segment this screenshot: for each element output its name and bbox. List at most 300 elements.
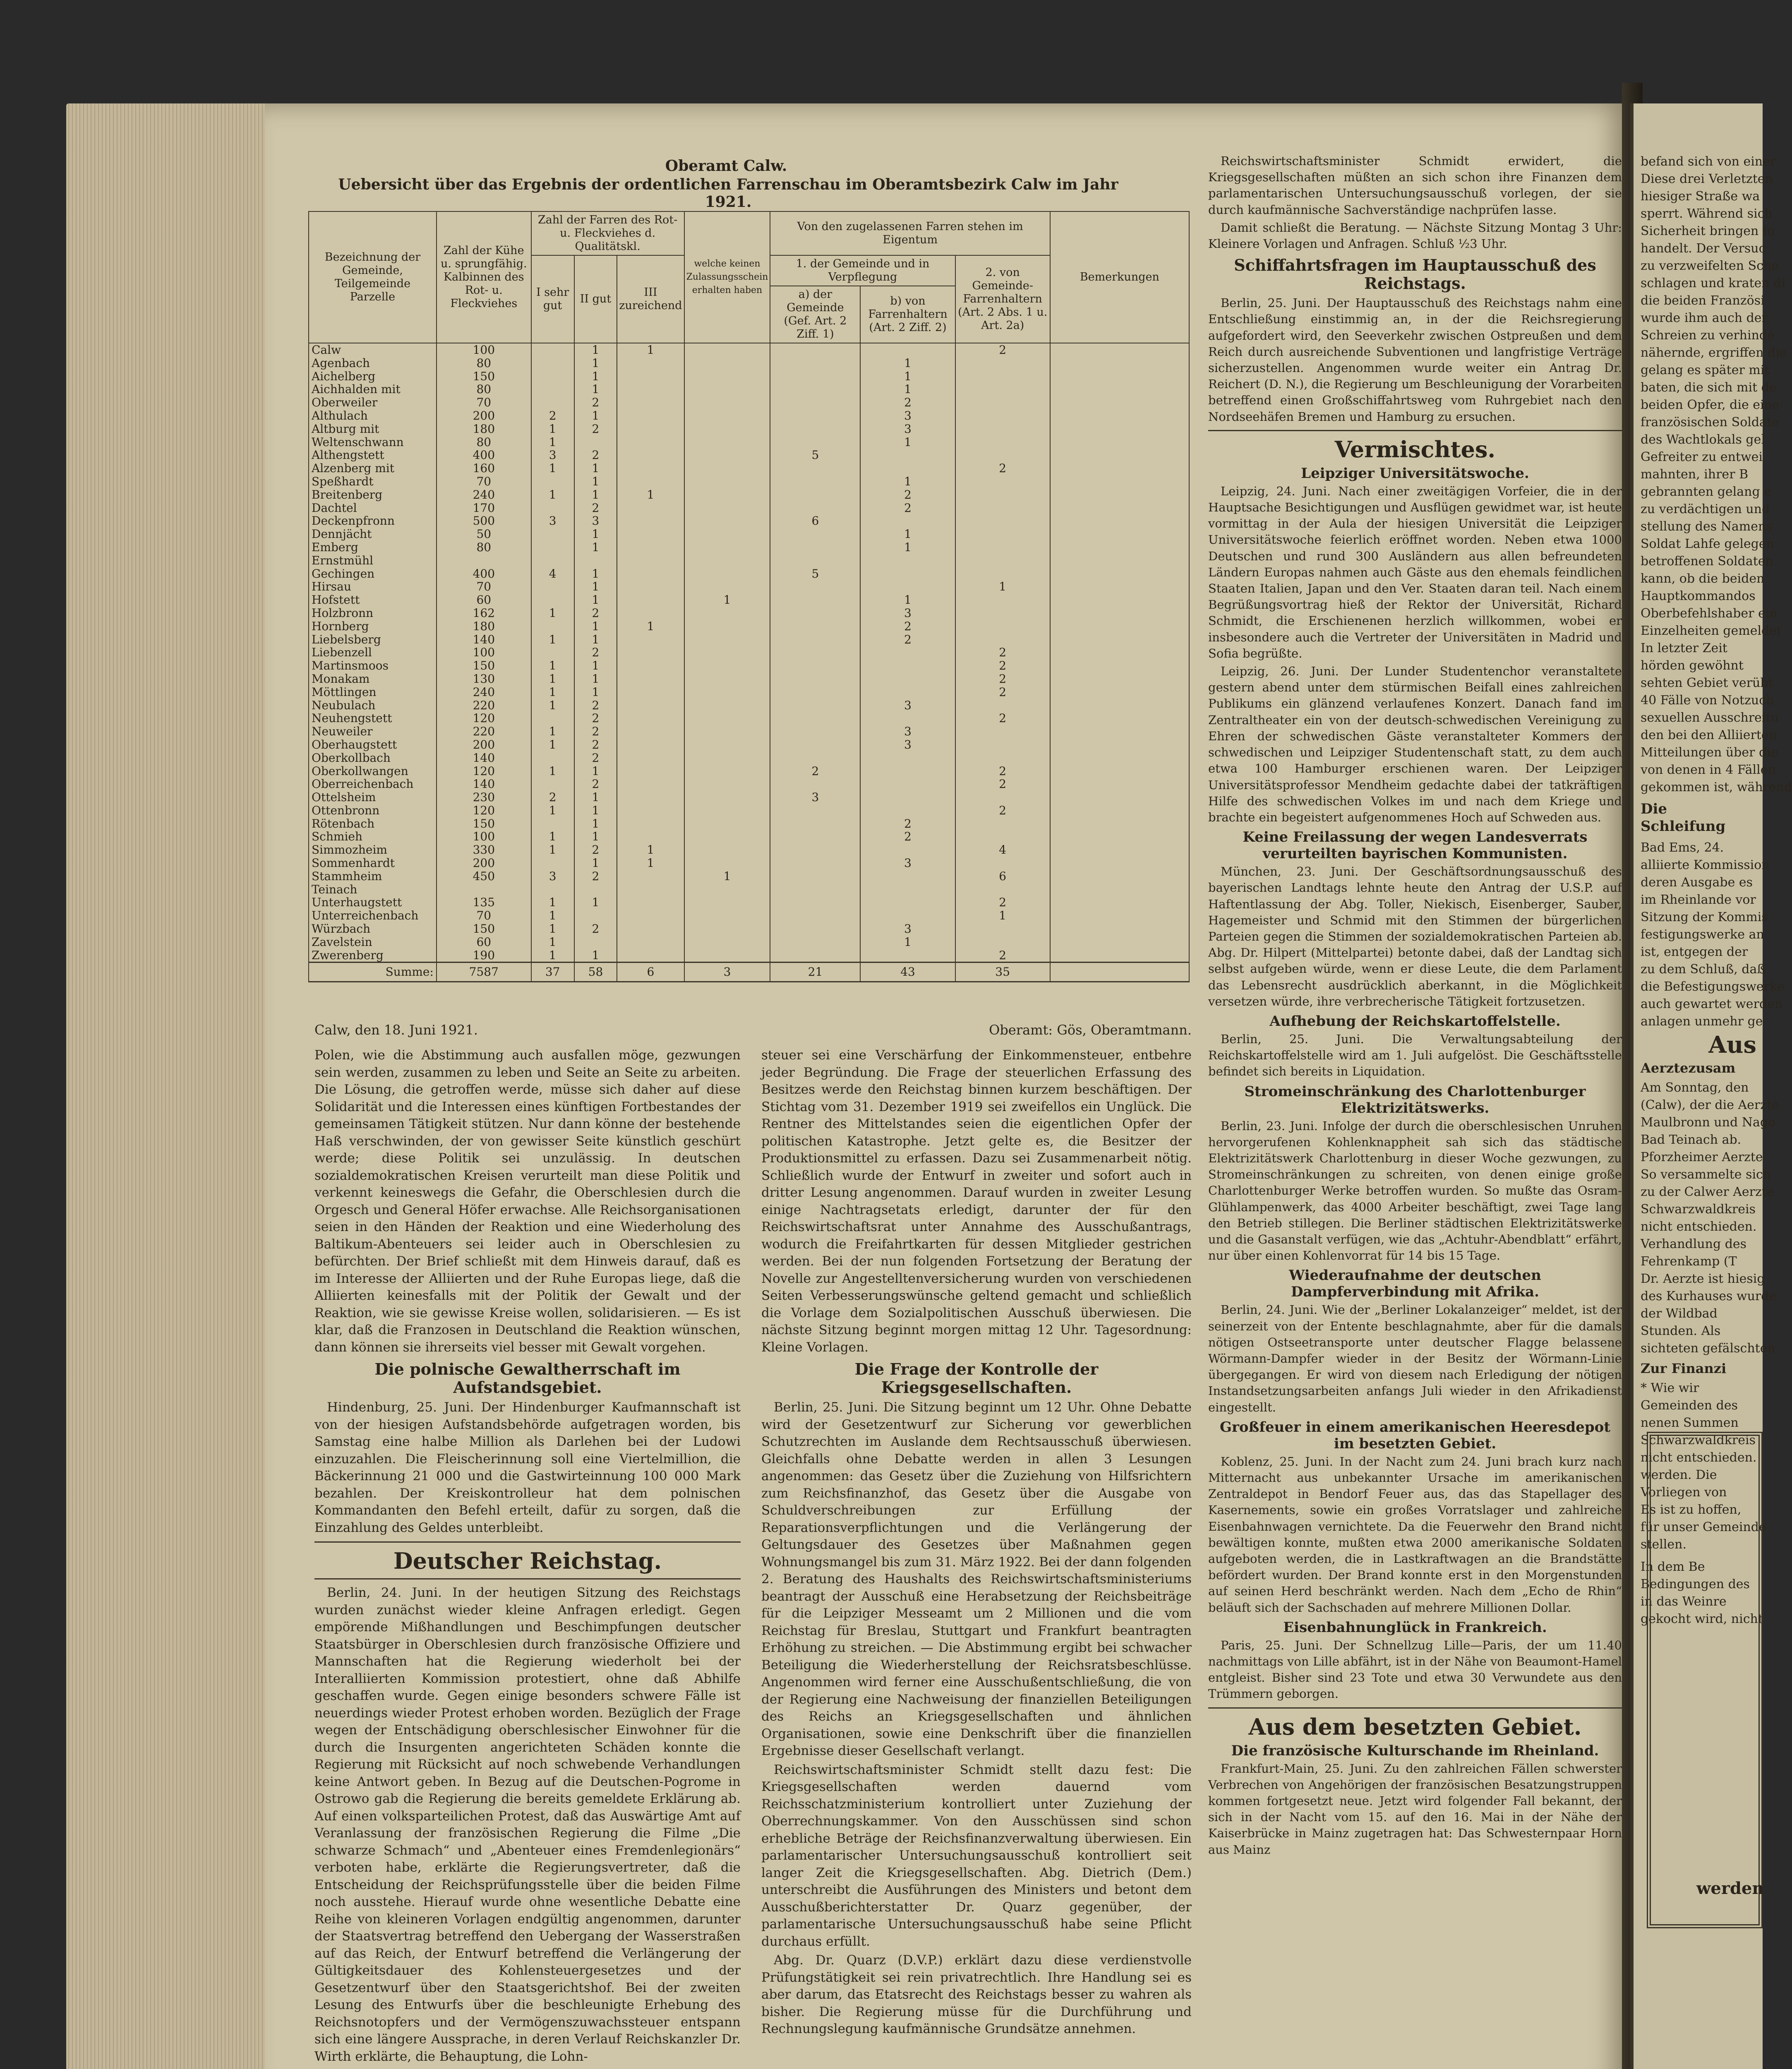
table-cell — [617, 449, 684, 462]
table-row — [309, 593, 1189, 607]
table-cell: 2 — [860, 396, 955, 409]
table-cell: 1 — [574, 765, 617, 778]
column-2 — [761, 1047, 1192, 2040]
cell-gemeinde: Hirsau — [309, 580, 437, 593]
table-cell — [684, 857, 770, 870]
table-cell — [684, 607, 770, 620]
headline-besetztes-gebiet: Aus dem besetzten Gebiet. — [1248, 1713, 1582, 1740]
table-cell: 1 — [860, 370, 955, 383]
table-row — [309, 633, 1189, 646]
sum-cell: 3 — [684, 962, 770, 982]
table-row — [309, 488, 1189, 502]
adjacent-line: Fehrenkamp (T — [1641, 1254, 1737, 1269]
table-cell — [955, 751, 1050, 765]
cell-bemerkungen — [1050, 409, 1189, 422]
table-cell — [955, 396, 1050, 409]
table-cell — [770, 738, 860, 751]
table-cell — [860, 896, 955, 909]
table-cell — [684, 370, 770, 383]
article-paragraph: Berlin, 25. Juni. Die Sitzung beginnt um 12 Uhr. Ohne Debatte wird der Gesetzentwurf zur Sicherung vor gewerblichen Schutzrechten im Auslande dem Rechtsausschuß überwiesen. Gleichfalls ohne Debatte werden in allen 3 Lesungen angenommen: das Gesetz über die Zuziehung von Hilfsrichtern zum Reichsfinanzhof, das Gesetz über die Ausgabe von Schuldverschreibungen zur Erfüllung der Reparationsverpflichtungen und die Verlängerung der Geltungsdauer des Gesetzes über Maßnahmen gegen Wohnungsmangel bis zum 31. März 1922. Bei der dann folgenden 2. Beratung des Haushalts des Reichswirtschaftsministeriums beantragt der Ausschuß eine Herabsetzung der Reichsbeiträge für die Leipziger Messeamt um 2 Millionen und die vom Reichstag für Breslau, Stuttgart und Frankfurt beantragten Erhöhung zu streichen. — Die Abstimmung ergibt bei schwacher Beteiligung die Wiederherstellung der Reichsratsbeschlüsse. Angenommen wird ferner eine Ausschußentschließung, die von der Regierung eine Nachweisung der finanziellen Beteiligungen des Reichs an Kriegsgesellschaften und ähnlichen Organisationen, sowie eine Denkschrift über die finanziellen Ergebnisse dieser Gesellschaft verlangt. — [761, 1400, 1192, 1758]
table-cell — [684, 514, 770, 528]
table-cell — [531, 883, 574, 896]
table-row — [309, 765, 1189, 778]
adjacent-line: von denen in 4 Fällen — [1641, 763, 1776, 777]
table-row — [309, 541, 1189, 554]
table-cell: 1 — [617, 620, 684, 633]
table-cell: 2 — [574, 646, 617, 659]
cell-bemerkungen — [1050, 620, 1189, 633]
table-cell: 1 — [574, 383, 617, 396]
adjacent-line: Einzelheiten gemeldet — [1641, 624, 1782, 638]
table-cell — [617, 462, 684, 475]
table-cell — [955, 502, 1050, 515]
table-cell — [770, 909, 860, 922]
article-paragraph: Reichswirtschaftsminister Schmidt erwidert, die Kriegsgesellschaften müßten an sich schon ihre Finanzen dem parlamentarischen Untersuchungsausschuß vorlegen, der sie durch kaufmännische Sachverständige nachprüfen lasse. — [1208, 154, 1622, 217]
table-cell: 1 — [684, 593, 770, 607]
table-cell: 1 — [860, 383, 955, 396]
table-cell — [955, 791, 1050, 804]
table-cell — [860, 646, 955, 659]
table-cell: 220 — [437, 725, 531, 738]
table-cell: 220 — [437, 699, 531, 712]
adjacent-line: Bedingungen des — [1641, 1577, 1750, 1591]
adjacent-line: Sicherheit bringen fo — [1641, 224, 1775, 238]
table-cell: 2 — [574, 712, 617, 725]
table-cell — [617, 554, 684, 567]
table-cell: 2 — [860, 502, 955, 515]
cell-bemerkungen — [1050, 343, 1189, 357]
table-cell: 3 — [770, 791, 860, 804]
article-paragraph: Berlin, 23. Juni. Infolge der durch die oberschlesischen Unruhen hervorgerufenen Kohlenknappheit sah sich das städtische Elektrizitätswerk Charlottenburg in dieser Woche gezwungen, zu Stromeinschränkungen zu schreiten, von denen einige große Charlottenburger Werke betroffen wurden. So mußte das Osram-Glühlampenwerk, das 4000 Arbeiter beschäftigt, zwei Tage lang den Betrieb stillegen. Die Berliner städtischen Elektrizitätswerke und die Gasanstalt verfügen, wie das „Achtuhr-Abendblatt“ erfährt, nur über einen Kohlenvorrat für 14 bis 15 Tage. — [1208, 1119, 1622, 1263]
table-cell — [684, 449, 770, 462]
table-cell — [684, 843, 770, 857]
cell-bemerkungen — [1050, 528, 1189, 541]
table-cell — [955, 738, 1050, 751]
table-cell: 1 — [531, 922, 574, 936]
table-cell — [770, 370, 860, 383]
table-cell: 60 — [437, 593, 531, 607]
table-row — [309, 449, 1189, 462]
cell-bemerkungen — [1050, 936, 1189, 949]
table-cell — [531, 857, 574, 870]
table-cell: 60 — [437, 936, 531, 949]
table-cell — [684, 462, 770, 475]
cell-gemeinde: Neubulach — [309, 699, 437, 712]
table-cell — [531, 712, 574, 725]
table-cell — [770, 843, 860, 857]
adjacent-line: ist, entgegen der — [1641, 945, 1748, 959]
adjacent-line: französischen Soldate — [1641, 415, 1779, 430]
table-cell: 2 — [955, 712, 1050, 725]
table-cell: 1 — [860, 541, 955, 554]
cell-gemeinde: Holzbronn — [309, 607, 437, 620]
table-cell: 2 — [574, 922, 617, 936]
table-cell: 3 — [860, 725, 955, 738]
table-cell — [531, 580, 574, 593]
cell-gemeinde: Agenbach — [309, 357, 437, 370]
table-cell: 2 — [574, 738, 617, 751]
table-cell — [770, 462, 860, 475]
table-cell — [574, 909, 617, 922]
cell-bemerkungen — [1050, 580, 1189, 593]
table-cell: 4 — [955, 843, 1050, 857]
table-cell: 140 — [437, 778, 531, 791]
table-cell: 230 — [437, 791, 531, 804]
table-cell: 330 — [437, 843, 531, 857]
table-cell — [860, 804, 955, 817]
cell-bemerkungen — [1050, 567, 1189, 581]
cell-bemerkungen — [1050, 857, 1189, 870]
table-cell: 80 — [437, 357, 531, 370]
table-cell — [437, 883, 531, 896]
table-cell — [860, 712, 955, 725]
table-cell — [684, 765, 770, 778]
table-cell: 1 — [574, 343, 617, 357]
table-cell — [860, 554, 955, 567]
cell-gemeinde: Alzenberg mit — [309, 462, 437, 475]
table-row — [309, 528, 1189, 541]
table-cell — [684, 949, 770, 962]
headline-vermischtes: Vermischtes. — [1334, 436, 1496, 463]
table-cell: 400 — [437, 449, 531, 462]
table-row — [309, 409, 1189, 422]
headline-polen: Die polnische Gewaltherrschaft im Aufstandsgebiet. — [374, 1360, 681, 1397]
cell-bemerkungen — [1050, 778, 1189, 791]
article-paragraph: Frankfurt-Main, 25. Juni. Zu den zahlreichen Fällen schwerster Verbrechen von Angehörigen der französischen Besatzungstruppen kommen fortgesetzt neue. Jetzt wird folgender Fall bekannt, der sich in der Nacht vom 15. auf den 16. Mai in der Nähe der Kaiserbrücke in Mainz zugetragen hat: Das Schwesternpaar Horn aus Mainz — [1208, 1761, 1622, 1857]
table-cell: 2 — [860, 488, 955, 502]
table-cell — [684, 422, 770, 436]
headline-reichstag: Deutscher Reichstag. — [393, 1548, 662, 1574]
table-cell: 1 — [531, 843, 574, 857]
table-cell: 3 — [531, 870, 574, 883]
table-cell: 3 — [860, 738, 955, 751]
table-cell — [531, 817, 574, 830]
table-cell: 240 — [437, 488, 531, 502]
article-paragraph: Hindenburg, 25. Juni. Der Hindenburger Kaufmannschaft ist von der hiesigen Aufstandsbehörde aufgetragen worden, bis Samstag eine halbe Million als Darlehen bei der Ludowi einzuzahlen. Die Fleischerinnung soll eine Viertelmillion, die Bäckerinnung 21 000 und die Gastwirteinnung 100 000 Mark bezahlen. Der Kreiskontrolleur hat dem polnischen Kommandanten den Befehl erteilt, dafür zu sorgen, daß die Einzahlung des Geldes unterbleibt. — [314, 1400, 741, 1535]
divider — [314, 1578, 741, 1579]
th-zugelassen: Von den zugelassenen Farren stehen im Eigentum — [770, 211, 1050, 255]
table-cell: 140 — [437, 633, 531, 646]
table-cell: 1 — [574, 896, 617, 909]
table-cell — [955, 514, 1050, 528]
divider — [1208, 1707, 1622, 1709]
headline-freilassung: Keine Freilassung der wegen Landesverrats verurteilten bayrischen Kommunisten. — [1243, 829, 1588, 862]
cell-bemerkungen — [1050, 830, 1189, 843]
adjacent-line: Sitzung der Kommis — [1641, 910, 1768, 924]
cell-bemerkungen — [1050, 817, 1189, 830]
table-cell: 1 — [860, 593, 955, 607]
table-cell: 1 — [531, 909, 574, 922]
table-cell — [531, 541, 574, 554]
sum-cell: 7587 — [437, 962, 531, 982]
adjacent-line: in das Weinre — [1641, 1594, 1727, 1609]
table-cell — [617, 699, 684, 712]
cell-gemeinde: Hornberg — [309, 620, 437, 633]
table-cell: 190 — [437, 949, 531, 962]
adjacent-line: gelang es später mit — [1641, 363, 1770, 377]
table-cell: 150 — [437, 922, 531, 936]
table-cell: 70 — [437, 909, 531, 922]
table-cell — [684, 541, 770, 554]
table-cell — [684, 699, 770, 712]
table-cell: 1 — [574, 949, 617, 962]
cell-bemerkungen — [1050, 502, 1189, 515]
cell-gemeinde: Emberg — [309, 541, 437, 554]
table-cell — [617, 514, 684, 528]
table-cell: 1 — [574, 462, 617, 475]
table-cell — [955, 633, 1050, 646]
table-cell — [684, 567, 770, 581]
table-cell: 1 — [574, 686, 617, 699]
table-cell — [860, 462, 955, 475]
table-cell: 1 — [617, 843, 684, 857]
table-cell: 180 — [437, 620, 531, 633]
table-cell: 2 — [860, 620, 955, 633]
adjacent-line: kann, ob die beiden — [1641, 571, 1765, 586]
adjacent-line: Dr. Aerzte ist hiesig — [1641, 1272, 1765, 1286]
adjacent-line: nicht entschieden. — [1641, 1219, 1757, 1234]
table-row — [309, 422, 1189, 436]
sum-cell: 37 — [531, 962, 574, 982]
table-cell: 1 — [574, 580, 617, 593]
cell-gemeinde: Altburg mit — [309, 422, 437, 436]
adjacent-line: wurde ihm auch der — [1641, 311, 1768, 325]
th-gem-group: 1. der Gemeinde und in Verpflegung — [770, 255, 955, 286]
adjacent-line: Gemeinden des — [1641, 1398, 1738, 1413]
table-cell: 1 — [860, 528, 955, 541]
table-cell: 500 — [437, 514, 531, 528]
table-cell — [955, 725, 1050, 738]
cell-bemerkungen — [1050, 357, 1189, 370]
cell-bemerkungen — [1050, 633, 1189, 646]
table-cell: 1 — [531, 936, 574, 949]
table-row — [309, 475, 1189, 488]
table-cell — [617, 751, 684, 765]
article-paragraph: Koblenz, 25. Juni. In der Nacht zum 24. Juni brach kurz nach Mitternacht aus unbekannter Ursache im amerikanischen Zentraldepot in Bendorf Feuer aus, das das Stapellager des Kasernements, sowie ein großes Vorratslager und zahlreiche Eisenbahnwagen vernichtete. Da die Feuerwehr den Brand nicht bewältigen konnte, mußten etwa 2000 amerikanische Soldaten aufgeboten werden, die in Lastkraftwagen an die Brandstätte befördert wurden. Der Brand konnte erst in den Morgenstunden auf seinen Herd beschränkt werden. Nach dem „Echo de Rhin“ beläuft sich der Sachschaden auf mehrere Millionen Dollar. — [1208, 1454, 1622, 1615]
cell-bemerkungen — [1050, 672, 1189, 686]
cell-bemerkungen — [1050, 462, 1189, 475]
cell-gemeinde: Möttlingen — [309, 686, 437, 699]
cell-gemeinde: Speßhardt — [309, 475, 437, 488]
adjacent-line: In letzter Zeit — [1641, 641, 1727, 655]
table-cell — [617, 436, 684, 449]
table-cell: 1 — [574, 672, 617, 686]
table-body — [309, 343, 1189, 982]
table-cell: 2 — [955, 646, 1050, 659]
table-cell — [684, 396, 770, 409]
sum-row — [309, 962, 1189, 982]
table-row — [309, 462, 1189, 475]
adjacent-line: Bad Ems, 24. — [1641, 840, 1724, 855]
adjacent-line: So versammelte sich — [1641, 1167, 1771, 1182]
th-gemeinde: Bezeichnung der Gemeinde, Teilgemeinde Parzelle — [309, 211, 437, 343]
sum-label: Summe: — [309, 962, 437, 982]
table-cell — [770, 383, 860, 396]
table-cell — [684, 712, 770, 725]
cell-gemeinde: Breitenberg — [309, 488, 437, 502]
adjacent-line: der Wildbad — [1641, 1306, 1718, 1321]
table-cell — [617, 409, 684, 422]
table-cell — [770, 528, 860, 541]
table-cell — [617, 475, 684, 488]
table-cell — [955, 409, 1050, 422]
table-cell: 1 — [617, 488, 684, 502]
th-farren-group: Zahl der Farren des Rot- u. Fleckviehes d. Qualitätskl. — [531, 211, 684, 255]
article-paragraph: Leipzig, 26. Juni. Der Lunder Studentenchor veranstaltete gestern abend unter dem stürmischen Beifall eines zahlreichen Publikums ein glänzend verlaufenes Konzert. Danach fand im Zentraltheater ein von der deutsch-schwedischen Vereinigung zu Ehren der schwedischen Gäste veranstalteter Kommers der schwedischen und Leipziger Studentenschaft statt, zu dem auch etwa 100 Hamburger erschienen waren. Der Leipziger Universitätsprofessor Mendheim gedachte dabei der tatkräftigen Hilfe des schwedischen Volkes im und nach dem Kriege und brachte ein begeistert aufgenommenes Hoch auf Schweden aus. — [1208, 664, 1622, 824]
article-paragraph: Leipzig, 24. Juni. Nach einer zweitägigen Vorfeier, die in der Hauptsache Besichtigungen und Ausflügen gewidmet war, ist heute vormittag in der Aula der hiesigen Universität die Leipziger Universitätswoche feierlich eröffnet worden. Neben etwa 1000 Deutschen und rund 300 Ausländern aus allen befreundeten Ländern Europas nahmen auch Gäste aus den ehemals feindlichen Staaten Italien, Japan und den Ver. Staaten daran teil. Nach einem Begrüßungsvortrag hieß der Rektor der Universität, Richard Schmidt, die Erschienenen herzlich willkommen, wobei er insbesondere auch die Vertreter der Universitäten in Madrid und Sofia begrüßte. — [1208, 484, 1622, 660]
table-cell: 3 — [860, 422, 955, 436]
adjacent-headline-schleifung: Die Schleifung — [1641, 801, 1726, 835]
table-cell — [770, 725, 860, 738]
cell-gemeinde: Sommenhardt — [309, 857, 437, 870]
cell-gemeinde: Stammheim — [309, 870, 437, 883]
cell-bemerkungen — [1050, 725, 1189, 738]
table-row — [309, 567, 1189, 581]
cell-gemeinde: Ernstmühl — [309, 554, 437, 567]
table-cell — [531, 396, 574, 409]
table-cell — [860, 449, 955, 462]
cell-gemeinde: Zwerenberg — [309, 949, 437, 962]
advertisement-word: werden — [1696, 1879, 1764, 1898]
cell-gemeinde: Zavelstein — [309, 936, 437, 949]
table-row — [309, 830, 1189, 843]
table-cell: 162 — [437, 607, 531, 620]
table-row — [309, 554, 1189, 567]
table-cell: 1 — [574, 409, 617, 422]
adjacent-line: In dem Be — [1641, 1560, 1705, 1574]
table-cell: 200 — [437, 738, 531, 751]
table-cell: 1 — [617, 857, 684, 870]
cell-gemeinde: Aichhalden mit — [309, 383, 437, 396]
table-cell — [770, 502, 860, 515]
table-cell: 1 — [860, 436, 955, 449]
table-cell: 2 — [531, 791, 574, 804]
table-cell — [617, 896, 684, 909]
table-cell — [617, 370, 684, 383]
table-cell: 1 — [531, 686, 574, 699]
cell-gemeinde: Oberkollbach — [309, 751, 437, 765]
cell-bemerkungen — [1050, 804, 1189, 817]
table-cell: 4 — [531, 567, 574, 581]
cell-gemeinde: Teinach — [309, 883, 437, 896]
adjacent-line: stellung des Namens — [1641, 519, 1773, 534]
adjacent-line: Vorliegen von — [1641, 1485, 1727, 1500]
table-row — [309, 370, 1189, 383]
table-cell — [531, 383, 574, 396]
th-keine: welche keinen Zulassungsschein erhalten haben — [684, 211, 770, 343]
table-cell: 1 — [531, 488, 574, 502]
th-bemerkungen: Bemerkungen — [1050, 211, 1189, 343]
table-cell — [955, 593, 1050, 607]
table-cell — [955, 541, 1050, 554]
table-cell: 1 — [574, 857, 617, 870]
table-cell — [770, 804, 860, 817]
table-cell — [684, 922, 770, 936]
table-cell — [684, 554, 770, 567]
adjacent-line: beiden Opfer, die eine — [1641, 398, 1780, 412]
table-cell — [860, 949, 955, 962]
table-cell — [531, 751, 574, 765]
table-row — [309, 817, 1189, 830]
article-paragraph: Polen, wie die Abstimmung auch ausfallen möge, gezwungen sein werden, zusammen zu leben und Seite an Seite zu arbeiten. Die Lösung, die getroffen werde, müsse sich daher auf diese Solidarität und die Interessen eines künftigen Fortbestandes der gemeinsamen Tätigkeit stützen. Nur dann könne der bestehende Haß verschwinden, der von gewisser Seite künstlich geschürt werde; diese Politik sei unzulässig. In deutschen sozialdemokratischen Kreisen verurteilt man diese Politik und verkennt keineswegs die Gefahr, die Oberschlesien durch die Orgesch und General Höfer erwachse. Alle Reichsorganisationen seien in den Händen der Reaktion und eine Wiederholung des Baltikum-Abenteuers sei leider auch in Oberschlesien zu befürchten. Der Brief schließt mit dem Hinweis darauf, daß es im Interesse der Alliierten und der Ruhe Europas liege, daß die Alliierten keinesfalls mit der Politik der Gewalt und der Reaktion, wie sie gewisse Kreise wollen, solidarisieren. — Es ist klar, daß die Franzosen in Deutschland die Reaktion wünschen, dann können sie ihrerseits viel besser mit Gewalt vorgehen. — [314, 1048, 741, 1355]
table-cell — [955, 449, 1050, 462]
table-cell — [860, 672, 955, 686]
table-cell: 80 — [437, 436, 531, 449]
table-row — [309, 922, 1189, 936]
table-cell — [617, 778, 684, 791]
table-cell — [574, 554, 617, 567]
table-cell — [531, 502, 574, 515]
table-cell: 200 — [437, 857, 531, 870]
table-cell: 2 — [955, 672, 1050, 686]
adjacent-line: Am Sonntag, den — [1641, 1080, 1749, 1095]
table-cell — [617, 804, 684, 817]
table-cell: 2 — [574, 843, 617, 857]
table-cell — [860, 843, 955, 857]
table-cell: 2 — [574, 502, 617, 515]
adjacent-line: Maulbronn und Nago — [1641, 1115, 1776, 1130]
table-cell — [684, 817, 770, 830]
table-cell: 1 — [574, 804, 617, 817]
table-cell: 1 — [531, 949, 574, 962]
table-cell: 2 — [574, 396, 617, 409]
cell-gemeinde: Martinsmoos — [309, 659, 437, 672]
headline-schiffahrt: Schiffahrtsfragen im Hauptausschuß des Reichstags. — [1234, 256, 1596, 293]
table-cell — [770, 883, 860, 896]
table-row — [309, 343, 1189, 357]
table-cell — [770, 646, 860, 659]
table-cell — [860, 567, 955, 581]
headline-kulturschande: Die französische Kulturschande im Rheinland. — [1231, 1742, 1599, 1759]
table-title: Oberamt Calw. — [665, 157, 787, 175]
table-cell: 5 — [770, 567, 860, 581]
table-cell — [770, 870, 860, 883]
table-cell — [770, 686, 860, 699]
table-cell: 2 — [574, 751, 617, 765]
table-cell — [955, 383, 1050, 396]
cell-bemerkungen — [1050, 909, 1189, 922]
table-cell — [684, 804, 770, 817]
table-cell: 70 — [437, 396, 531, 409]
adjacent-line: gekocht wird, nicht — [1641, 1612, 1763, 1626]
adjacent-line: Schwarzwaldkreis — [1641, 1433, 1756, 1447]
adjacent-headline-aus: Aus — [1708, 1031, 1756, 1059]
adjacent-line: des Kurhauses wurde — [1641, 1289, 1777, 1303]
table-cell — [955, 936, 1050, 949]
table-row — [309, 580, 1189, 593]
table-cell: 400 — [437, 567, 531, 581]
table-cell — [684, 738, 770, 751]
table-cell: 1 — [531, 699, 574, 712]
adjacent-line: zu verdächtigen und — [1641, 502, 1770, 516]
table-cell — [617, 422, 684, 436]
adjacent-line: Hauptkommandos — [1641, 589, 1756, 603]
table-footer — [314, 1022, 1192, 1038]
table-cell: 180 — [437, 422, 531, 436]
cell-gemeinde: Simmozheim — [309, 843, 437, 857]
table-cell: 2 — [574, 725, 617, 738]
sum-cell: 58 — [574, 962, 617, 982]
cell-gemeinde: Unterreichenbach — [309, 909, 437, 922]
table-cell: 50 — [437, 528, 531, 541]
table-cell — [955, 475, 1050, 488]
table-row — [309, 436, 1189, 449]
table-cell: 2 — [955, 949, 1050, 962]
cell-bemerkungen — [1050, 607, 1189, 620]
cell-gemeinde: Oberweiler — [309, 396, 437, 409]
table-cell — [684, 528, 770, 541]
table-row — [309, 778, 1189, 791]
